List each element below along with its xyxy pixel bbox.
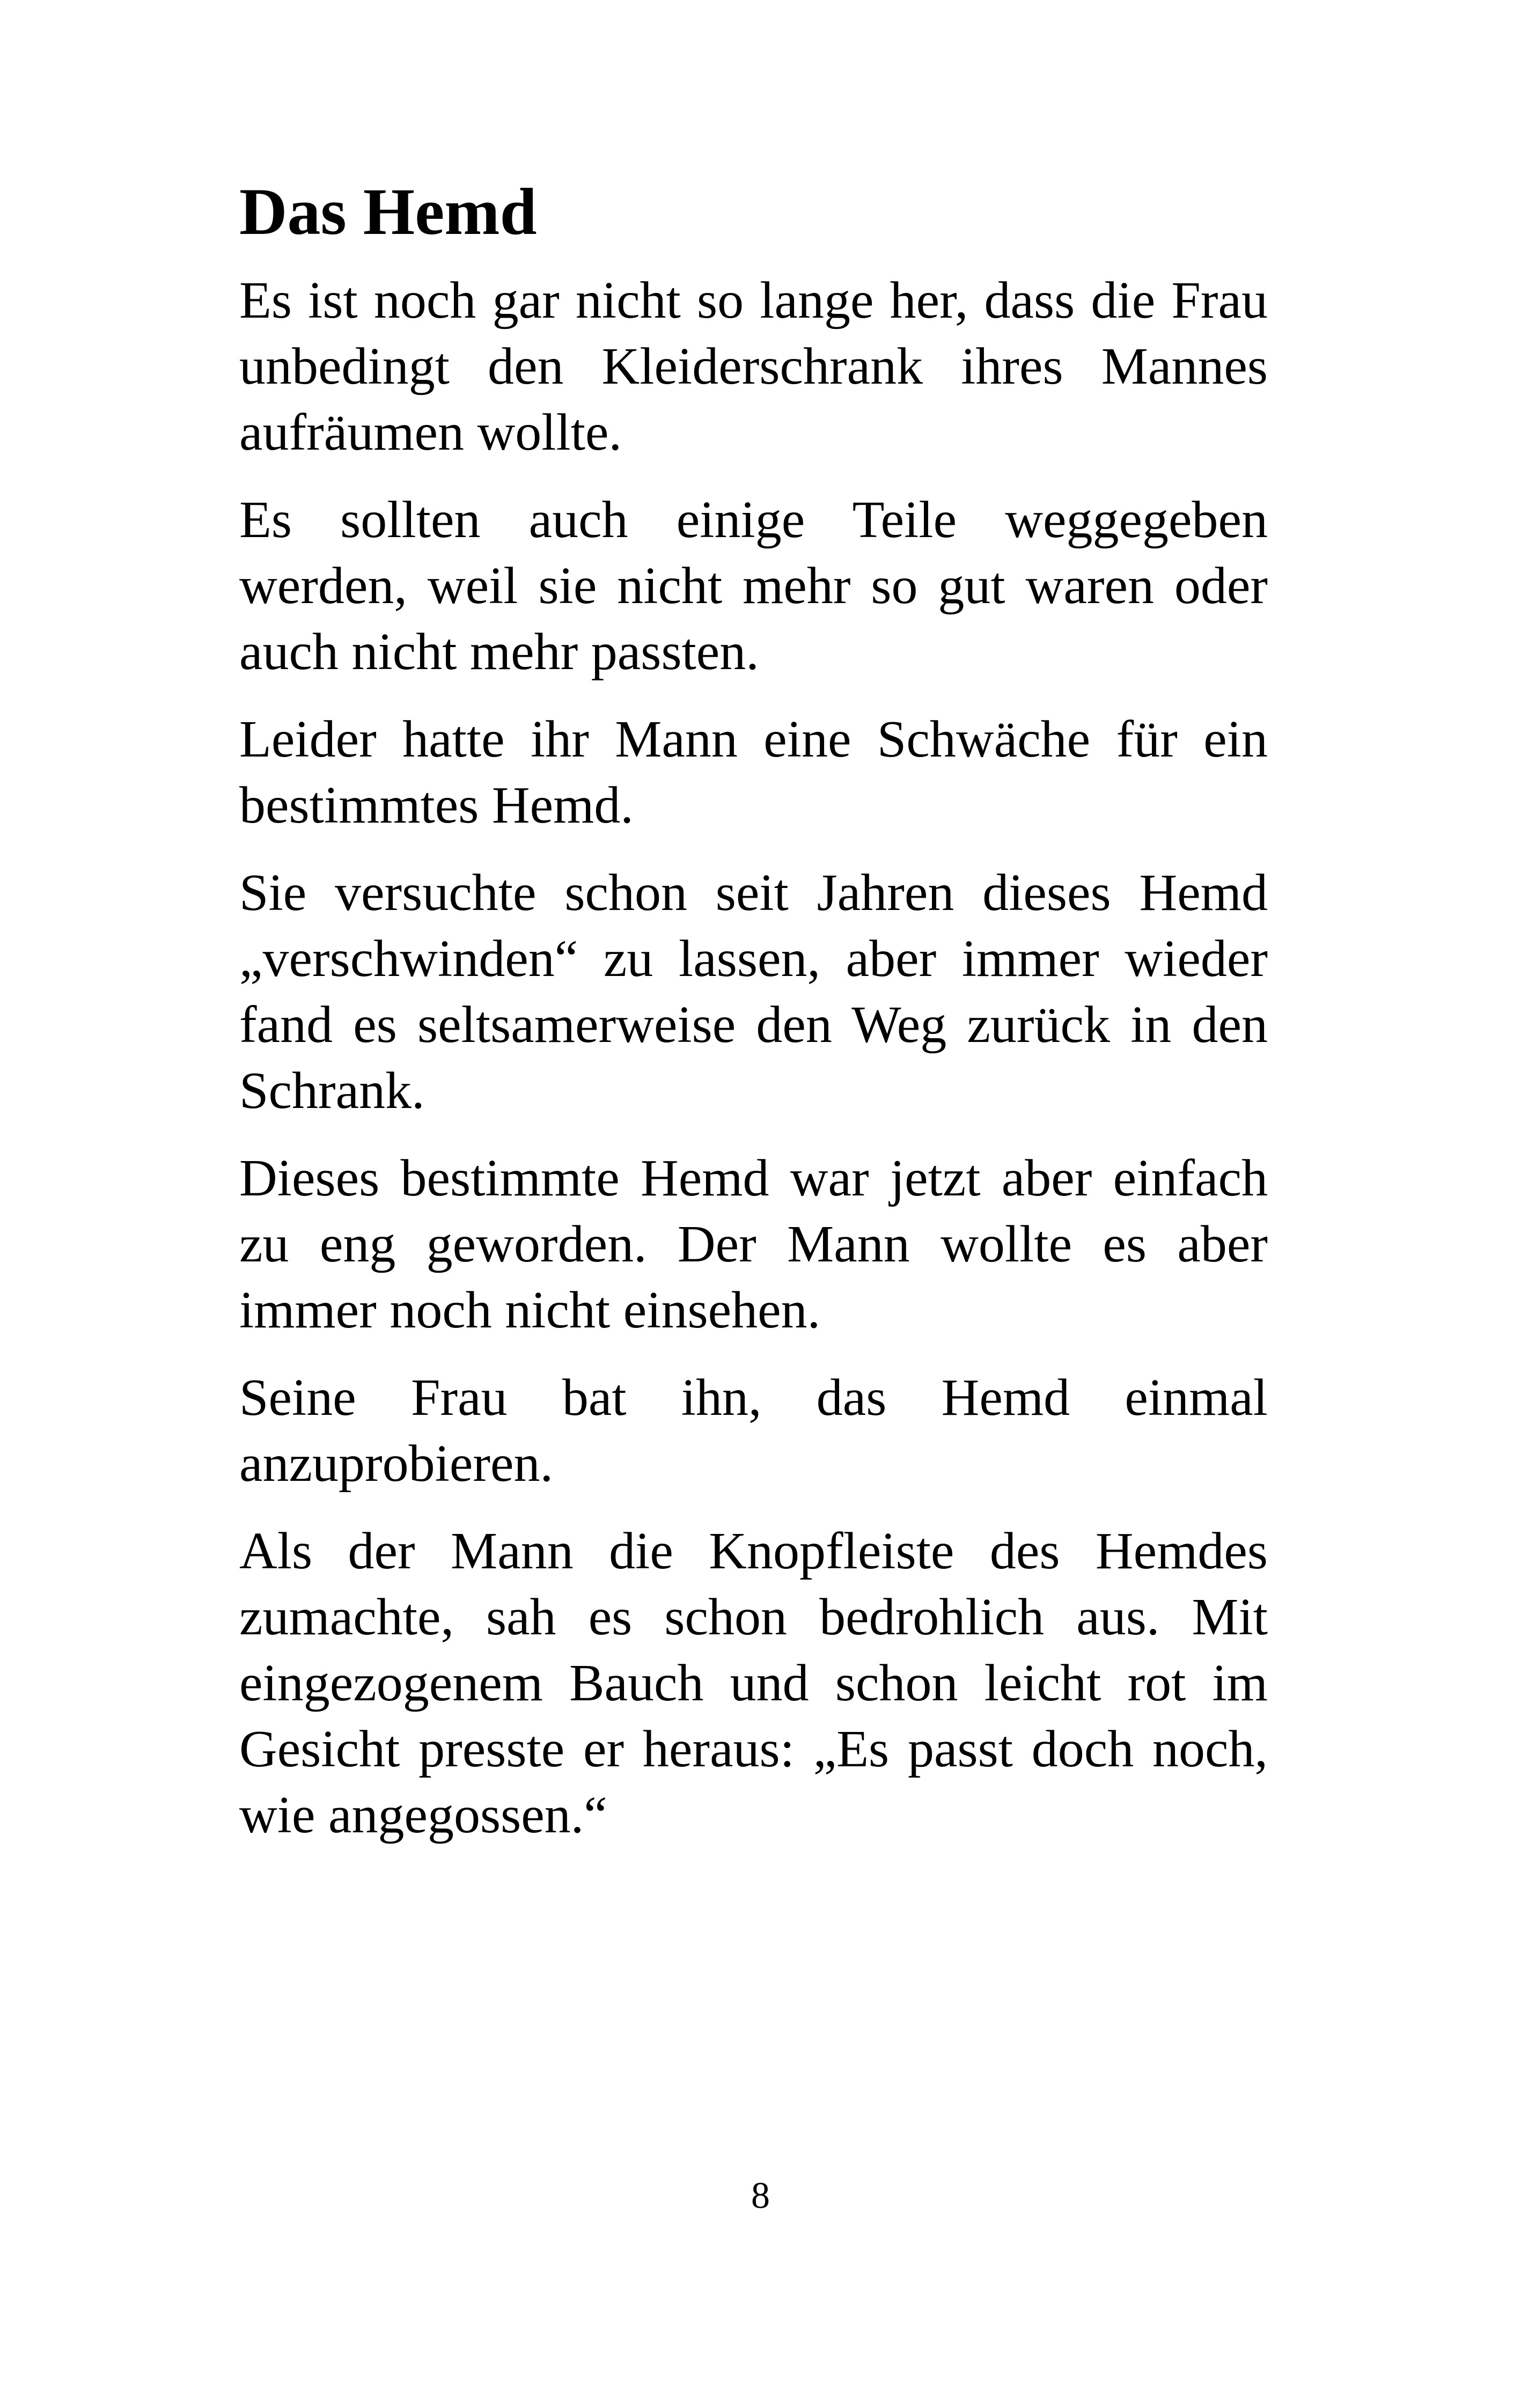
- chapter-title: Das Hemd: [239, 175, 537, 248]
- paragraph: Als der Mann die Knopfleiste des Hemdes zumachte, sah es schon bedrohlich aus. Mit eingezogenem Bauch und schon leicht rot im Gesicht presste er heraus: „Es passt doch noch, wie angegossen.“: [239, 1522, 1268, 1844]
- page-number: 8: [751, 2175, 770, 2216]
- paragraph: Es sollten auch einige Teile weggegeben werden, weil sie nicht mehr so gut waren oder auch nicht mehr passten.: [239, 491, 1268, 681]
- paragraph: Dieses bestimmte Hemd war jetzt aber einfach zu eng geworden. Der Mann wollte es aber immer noch nicht einsehen.: [239, 1149, 1268, 1339]
- paragraph: Seine Frau bat ihn, das Hemd einmal anzuprobieren.: [239, 1369, 1268, 1493]
- paragraph: Es ist noch gar nicht so lange her, dass die Frau unbedingt den Kleiderschrank ihres Mannes aufräumen wollte.: [239, 271, 1268, 461]
- paragraph: Sie versuchte schon seit Jahren dieses Hemd „verschwinden“ zu lassen, aber immer wieder fand es seltsamerweise den Weg zurück in den Schrank.: [239, 864, 1268, 1120]
- page-content: [239, 169, 1268, 1870]
- paragraph: Leider hatte ihr Mann eine Schwäche für ein bestimmtes Hemd.: [239, 710, 1268, 834]
